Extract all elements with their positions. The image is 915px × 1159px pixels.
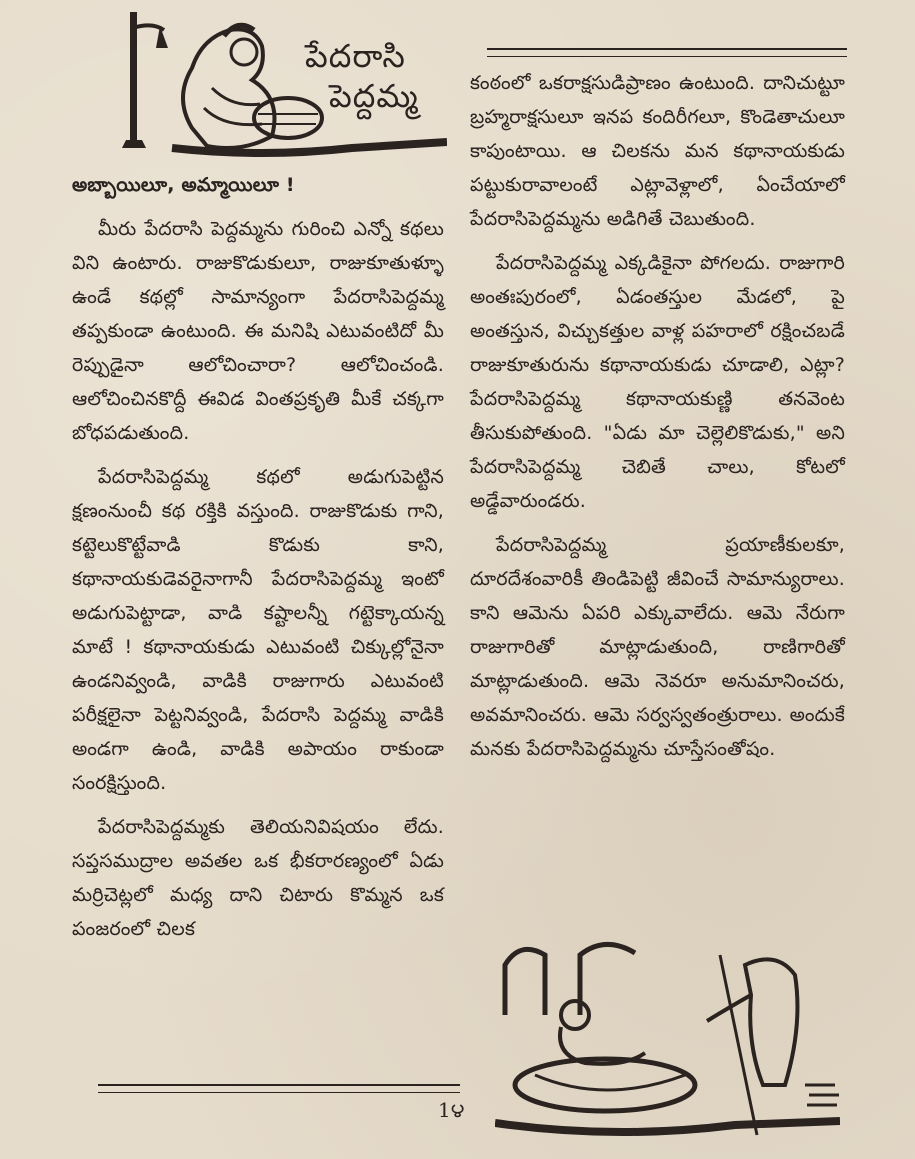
bottom-rule [98, 1084, 460, 1086]
bottom-illustration [495, 935, 840, 1145]
paragraph: పేదరాసిపెద్దమ్మ కథలో అడుగుపెట్టిన క్షణంనుంచీ కథ రక్తికి వస్తుంది. రాజుకొడుకు గాని, కట్టెలుకొట్టేవాడి కొడుకు కాని, కథానాయకుడెవరైనాగానీ పేదరాసిపెద్దమ్మ ఇంటో అడుగుపెట్టాడా, వాడి కష్టాలన్నీ గట్టెక్కాయన్న మాటే ! కథానాయకుడు ఎటువంటి చిక్కుల్లోనైనా ఉండనివ్వండి, వాడికి రాజుగారు ఎటువంటి పరీక్షలైనా పెట్టనివ్వండి, పేదరాసి పెద్దమ్మ వాడికి అండగా ఉండి, వాడికి అపాయం రాకుండా సంరక్షిస్తుంది. [72, 466, 444, 794]
paragraph: పేదరాసిపెద్దమ్మకు తెలియనివిషయం లేదు. సప్తసముద్రాల అవతల ఒక భీకరారణ్యంలో ఏడు మర్రిచెట్లలో మధ్య దాని చిటారు కొమ్మన ఒక పంజరంలో చిలక [72, 816, 444, 940]
paragraph: పేదరాసిపెద్దమ్మ ప్రయాణీకులకూ, దూరదేశంవారికీ తిండిపెట్టి జీవించే సామాన్యురాలు. కాని ఆమెను ఏపరి ఎక్కువాలేదు. ఆమె నేరుగా రాజుగారితో మాట్లాడుతుంది, రాణిగారితో మాట్లాడుతుంది. ఆమె నెవరూ అనుమానించరు, అవమానించరు. ఆమె సర్వస్వతంత్రురాలు. అందుకే మనకు పేదరాసిపెద్దమ్మను చూస్తేసంతోషం. [470, 534, 845, 760]
story-title [305, 36, 455, 126]
paragraph: పేదరాసిపెద్దమ్మ ఎక్కడికైనా పోగలదు. రాజుగారి అంతఃపురంలో, ఏడంతస్తుల మేడలో, పై అంతస్తున, విచ్చుకత్తుల వాళ్ల పహరాలో రక్షించబడే రాజుకూతురును కథానాయకుడు చూడాలి, ఎట్లా? పేదరాసిపెద్దమ్మ కథానాయకుణ్ణి తనవెంట తీసుకుపోతుంది. "ఏడు మా చెల్లెలికొడుకు," అని పేదరాసిపెద్దమ్మ చెబితే చాలు, కోటలో అడ్డేవారుండరు. [470, 252, 845, 512]
right-column [470, 66, 845, 776]
bottom-rule-thin [98, 1092, 460, 1093]
top-rule-thin [487, 56, 847, 57]
paragraph: మీరు పేదరాసి పెద్దమ్మను గురించి ఎన్నో కథలు విని ఉంటారు. రాజుకొడుకులూ, రాజుకూతుళ్ళూ ఉండే కథల్లో సామాన్యంగా పేదరాసిపెద్దమ్మ తప్పకుండా ఉంటుంది. ఈ మనిషి ఎటువంటిదో మీ రెప్పుడైనా ఆలోచించారా? ఆలోచించండి. ఆలోచించినకొద్దీ ఈవిడ వింతప్రకృతి మీకే చక్కగా బోధపడుతుంది. [72, 218, 444, 444]
paragraph: అబ్బాయిలూ, అమ్మాయిలూ ! [72, 174, 295, 196]
title-line-1: పేదరాసి [305, 37, 406, 75]
page-number: 1౪ [438, 1098, 465, 1122]
title-line-2: పెద్దమ్మ [329, 77, 419, 115]
paragraph: కంఠంలో ఒకరాక్షసుడిప్రాణం ఉంటుంది. దానిచుట్టూ బ్రహ్మరాక్షసులూ ఇనప కందిరీగలూ, కొండెతాచులూ కాపుంటాయి. ఆ చిలకను మన కథానాయకుడు పట్టుకురావాలంటే ఎట్లావెళ్లాలో, ఏంచేయాలో పేదరాసిపెద్దమ్మను అడిగితే చెబుతుంది. [470, 72, 845, 230]
left-column [72, 168, 444, 956]
top-rule [487, 48, 847, 50]
